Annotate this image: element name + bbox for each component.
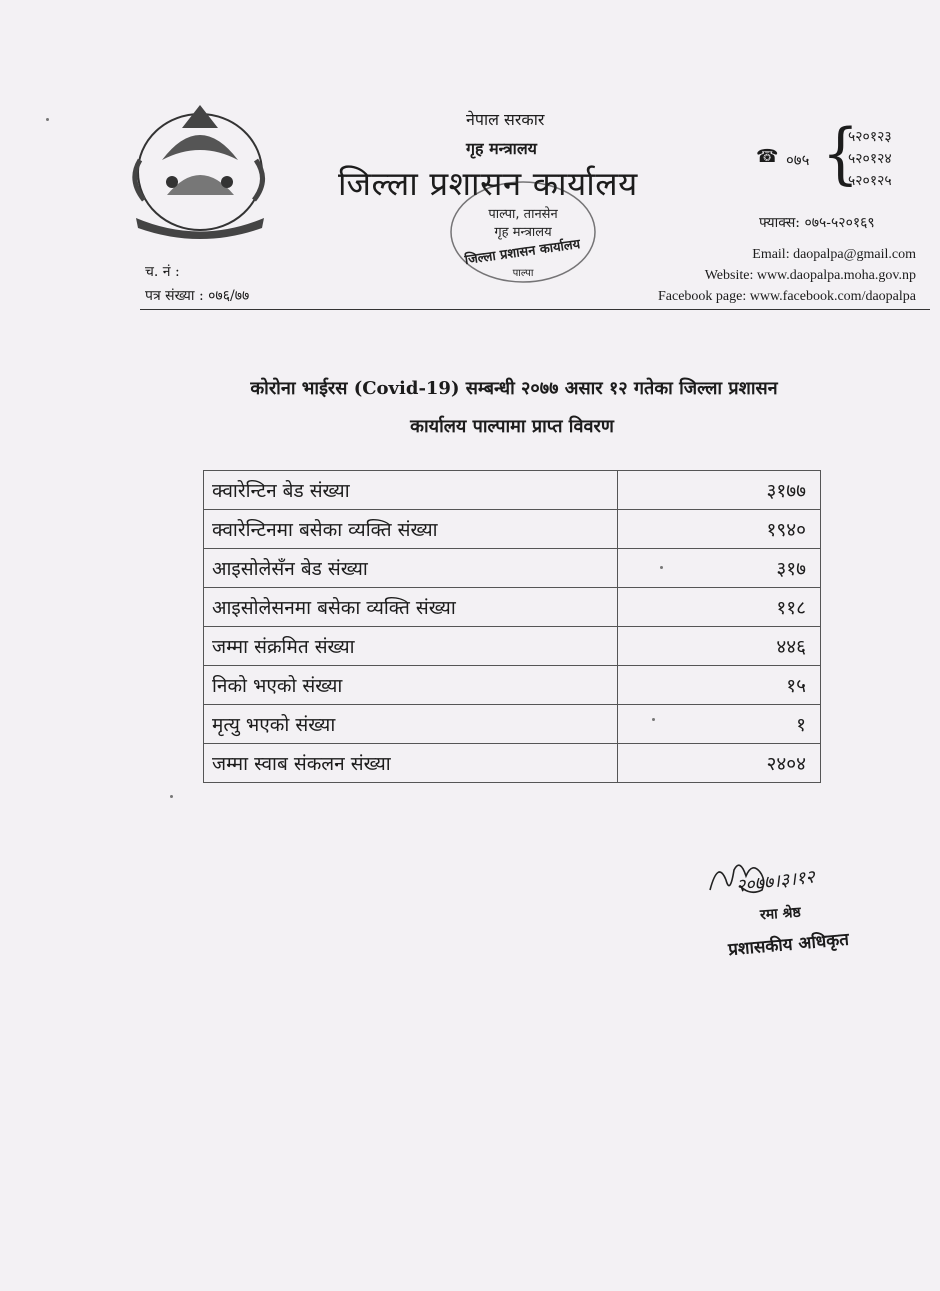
scan-speck [46,118,49,121]
row-label: जम्मा स्वाब संकलन संख्या [204,744,618,783]
letter-number: पत्र संख्या : ०७६/७७ [145,288,250,304]
signatory-name: रमा श्रेष्ठ [759,904,802,924]
website: Website: www.daopalpa.moha.gov.np [704,268,916,283]
telephone-icon: ☎ [756,146,779,167]
table-row [204,588,821,627]
office-name: जिल्ला प्रशासन कार्यालय [338,164,638,203]
stamp-line-4: पाल्पा [512,268,534,279]
row-value: ११८ [618,588,821,627]
row-value: १९४० [618,510,821,549]
header-divider [140,309,930,310]
phone-number: ५२०१२३ [848,129,892,145]
row-value: ३१७७ [618,471,821,510]
stamp-line-3: जिल्ला प्रशासन कार्यालय [463,237,582,269]
row-value: २४०४ [618,744,821,783]
table-row [204,744,821,783]
row-value: ४४६ [618,627,821,666]
brace-icon: { [822,113,859,193]
table-row [204,549,821,588]
signatory-title: प्रशासकीय अधिकृत [727,929,850,961]
scan-speck [660,566,663,569]
signature-date: २०७७।३।१२ [734,866,816,897]
phone-number: ५२०१२५ [848,173,892,189]
government-name: नेपाल सरकार [466,110,545,129]
row-value: ३१७ [618,549,821,588]
row-value: १५ [618,666,821,705]
office-stamp [448,180,598,285]
table-row [204,471,821,510]
facebook: Facebook page: www.facebook.com/daopalpa [658,289,916,304]
row-label: निको भएको संख्या [204,666,618,705]
fax-number: फ्याक्स: ०७५-५२०१६९ [759,215,875,231]
table-row [204,510,821,549]
contact-info [658,244,916,307]
row-value: १ [618,705,821,744]
covid-stats-table [203,470,821,783]
table-row [204,627,821,666]
phone-number: ५२०१२४ [848,151,892,167]
scan-speck [652,718,655,721]
phone-numbers [848,126,892,192]
phone-area-code: ०७५ [786,151,810,169]
row-label: मृत्यु भएको संख्या [204,705,618,744]
table-row [204,666,821,705]
ref-ch-number: च. नं : [145,264,180,280]
table-row [204,705,821,744]
document-title-line-2: कार्यालय पाल्पामा प्राप्त विवरण [410,416,614,437]
stamp-line-1: पाल्पा, तानसेन [488,207,558,222]
row-label: क्वारेन्टिन बेड संख्या [204,471,618,510]
nepal-emblem-icon [122,100,277,240]
email: Email: daopalpa@gmail.com [752,247,916,262]
row-label: आइसोलेसँन बेड संख्या [204,549,618,588]
stamp-line-2: गृह मन्त्रालय [494,225,552,240]
scan-speck [170,795,173,798]
ministry-name: गृह मन्त्रालय [466,139,537,158]
phone-block [756,113,921,196]
row-label: जम्मा संक्रमित संख्या [204,627,618,666]
row-label: क्वारेन्टिनमा बसेका व्यक्ति संख्या [204,510,618,549]
row-label: आइसोलेसनमा बसेका व्यक्ति संख्या [204,588,618,627]
document-title-line-1: कोरोना भाईरस (Covid-19) सम्बन्धी २०७७ असार १२ गतेका जिल्ला प्रशासन [250,378,778,399]
